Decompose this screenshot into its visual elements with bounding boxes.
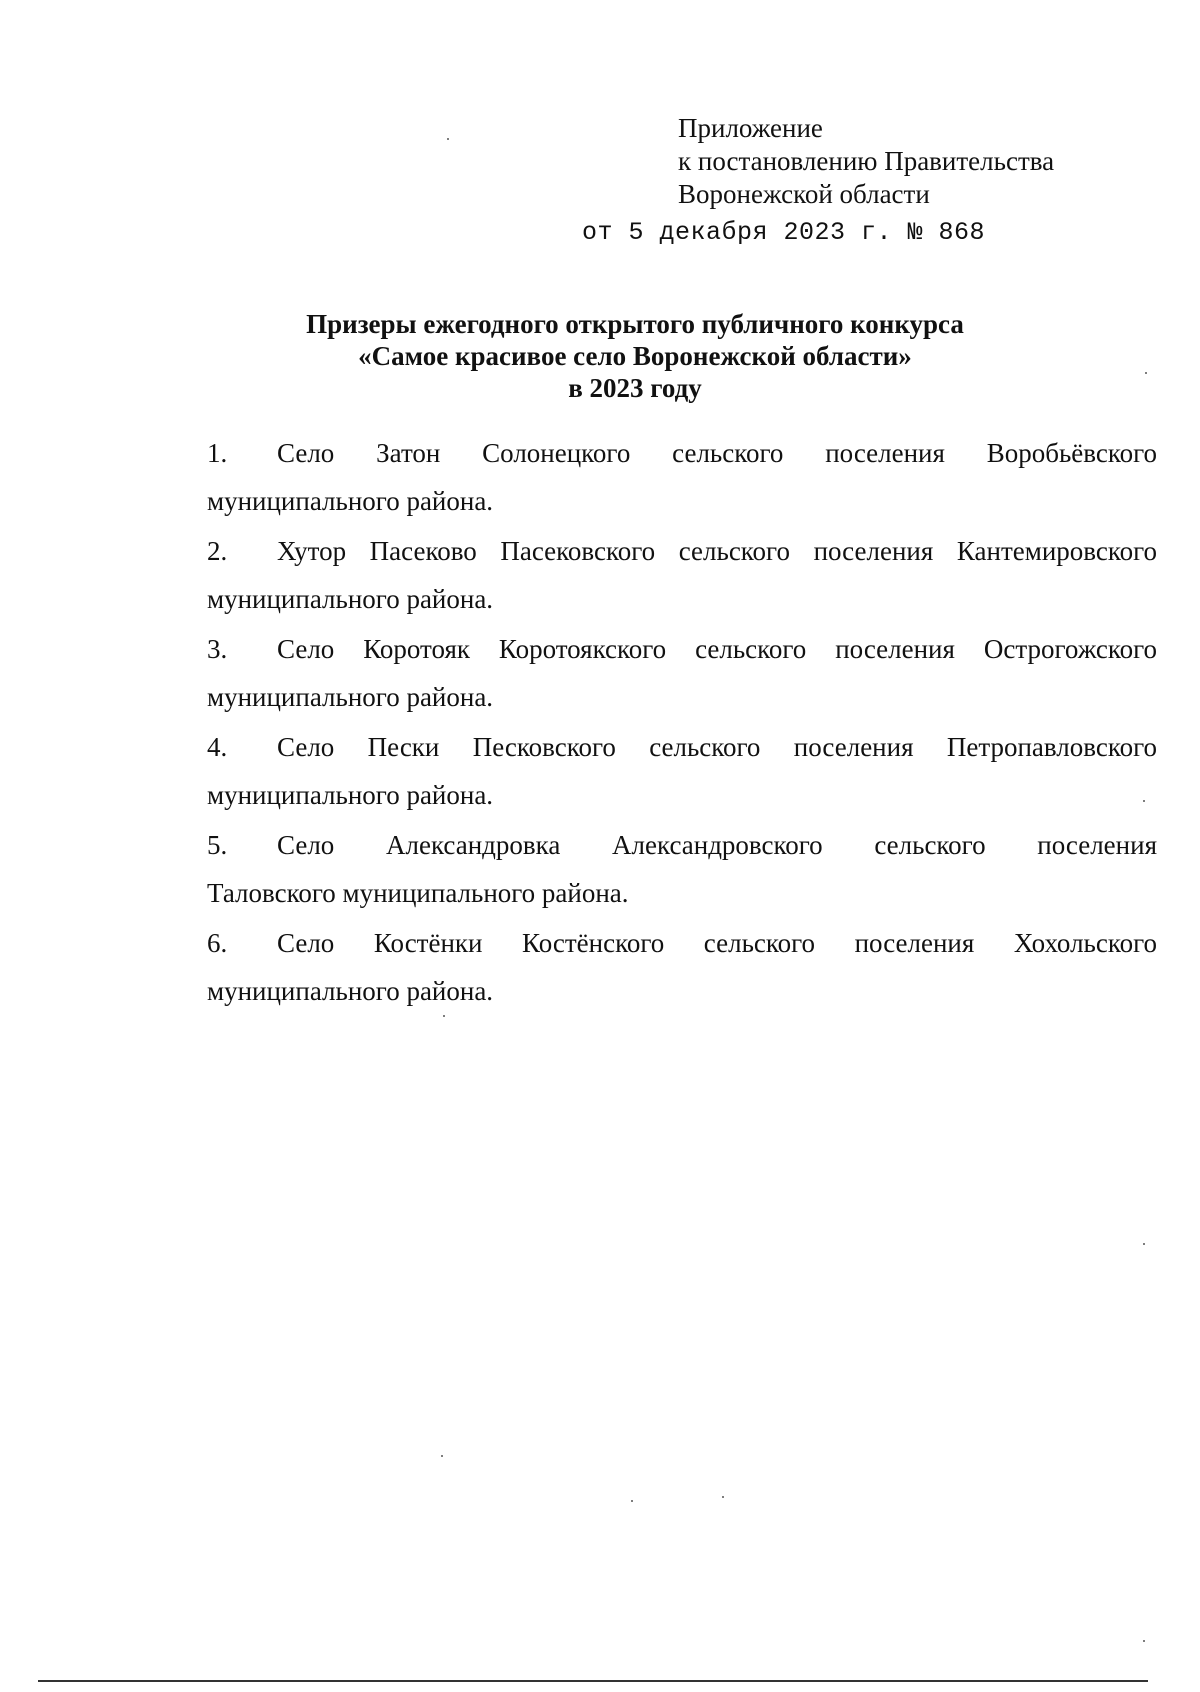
- item-text-line-2: муниципального района.: [207, 780, 494, 810]
- scan-speck: [1143, 1640, 1145, 1642]
- item-number: 2.: [207, 536, 228, 566]
- list-item: [207, 828, 1157, 926]
- item-number: 5.: [207, 830, 228, 860]
- item-number: 4.: [207, 732, 228, 762]
- list-item: [207, 534, 1157, 632]
- item-text-line-2: муниципального района.: [207, 486, 494, 516]
- list-item: [207, 632, 1157, 730]
- appendix-label: Приложение: [678, 113, 823, 143]
- scan-speck: [1145, 372, 1147, 374]
- winners-list: [207, 436, 1157, 1024]
- bottom-scan-edge: [38, 1680, 1148, 1682]
- scan-speck: [1143, 800, 1145, 802]
- item-text-line-1: Село Александровка Александровского сельского поселения: [277, 830, 1157, 860]
- item-text-line-1: Хутор Пасеково Пасековского сельского поселения Кантемировского: [277, 536, 1157, 566]
- list-item: [207, 926, 1157, 1024]
- scan-speck: [631, 1500, 633, 1502]
- title-line-1: Призеры ежегодного открытого публичного конкурса: [306, 309, 964, 339]
- item-text-line-1: Село Коротояк Коротоякского сельского поселения Острогожского: [277, 634, 1157, 664]
- item-text-line-1: Село Затон Солонецкого сельского поселения Воробьёвского: [277, 438, 1157, 468]
- scan-speck: [722, 1496, 724, 1498]
- title-line-3: в 2023 году: [568, 373, 702, 403]
- scan-speck: [447, 138, 449, 140]
- list-item: [207, 730, 1157, 828]
- item-number: 1.: [207, 438, 228, 468]
- item-text-line-1: Село Костёнки Костёнского сельского поселения Хохольского: [277, 928, 1157, 958]
- item-text-line-2: Таловского муниципального района.: [207, 878, 629, 908]
- scan-speck: [1143, 1243, 1145, 1245]
- item-text-line-1: Село Пески Песковского сельского поселения Петропавловского: [277, 732, 1157, 762]
- document-title: [200, 308, 1070, 404]
- title-line-2: «Самое красивое село Воронежской области»: [358, 341, 912, 371]
- appendix-region-line: Воронежской области: [678, 179, 930, 209]
- appendix-resolution-line: к постановлению Правительства: [678, 146, 1055, 176]
- scan-speck: [441, 1455, 443, 1457]
- item-number: 3.: [207, 634, 228, 664]
- item-text-line-2: муниципального района.: [207, 584, 494, 614]
- item-number: 6.: [207, 928, 228, 958]
- item-text-line-2: муниципального района.: [207, 976, 494, 1006]
- item-text-line-2: муниципального района.: [207, 682, 494, 712]
- decree-date-number: от 5 декабря 2023 г. № 868: [582, 218, 986, 247]
- scan-speck: [443, 1015, 445, 1017]
- appendix-header: [678, 112, 1054, 211]
- list-item: [207, 436, 1157, 534]
